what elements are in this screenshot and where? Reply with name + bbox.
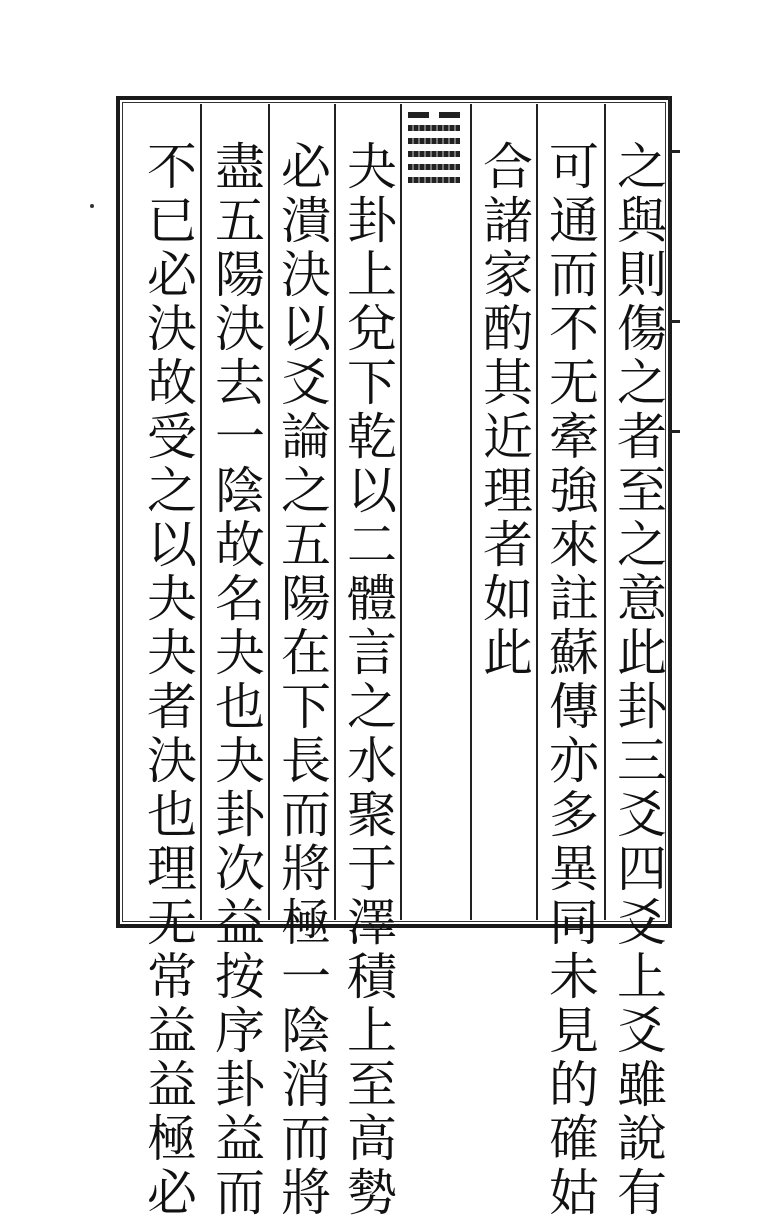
column-rule: [268, 104, 270, 920]
column-rule: [334, 104, 336, 920]
hexagram-line-yin: [408, 112, 460, 118]
text-column-7: 不已必決故受之以夬夬者決也理无常益益極必: [139, 140, 197, 1220]
ink-speck: [90, 204, 94, 208]
hexagram-symbol: [408, 112, 460, 190]
fold-mark: [670, 150, 680, 153]
hexagram-line-yang: [408, 138, 460, 144]
text-column-3: 合諸家酌其近理者如此: [475, 140, 533, 680]
hexagram-line-yang: [408, 164, 460, 170]
text-column-1: 之與則傷之者至之意此卦三爻四爻上爻雖說有: [609, 140, 667, 1220]
text-column-4: 夬卦上兌下乾以二體言之水聚于澤積上至高勢: [339, 140, 397, 1220]
fold-mark: [670, 430, 680, 433]
fold-mark: [670, 320, 680, 323]
text-column-2: 可通而不无牽強來註蘇傳亦多異同未見的確姑: [541, 140, 599, 1220]
hexagram-line-yang: [408, 177, 460, 183]
column-rule: [536, 104, 538, 920]
text-column-6: 盡五陽決去一陰故名夬也夬卦次益按序卦益而: [207, 140, 265, 1220]
hexagram-line-yang: [408, 151, 460, 157]
fold-strip: [668, 96, 682, 928]
hexagram-line-yang: [408, 125, 460, 131]
column-rule: [200, 104, 202, 920]
column-rule: [470, 104, 472, 920]
text-column-5: 必潰決以爻論之五陽在下長而將極一陰消而將: [273, 140, 331, 1220]
column-rule: [400, 104, 402, 920]
column-rule: [604, 104, 606, 920]
